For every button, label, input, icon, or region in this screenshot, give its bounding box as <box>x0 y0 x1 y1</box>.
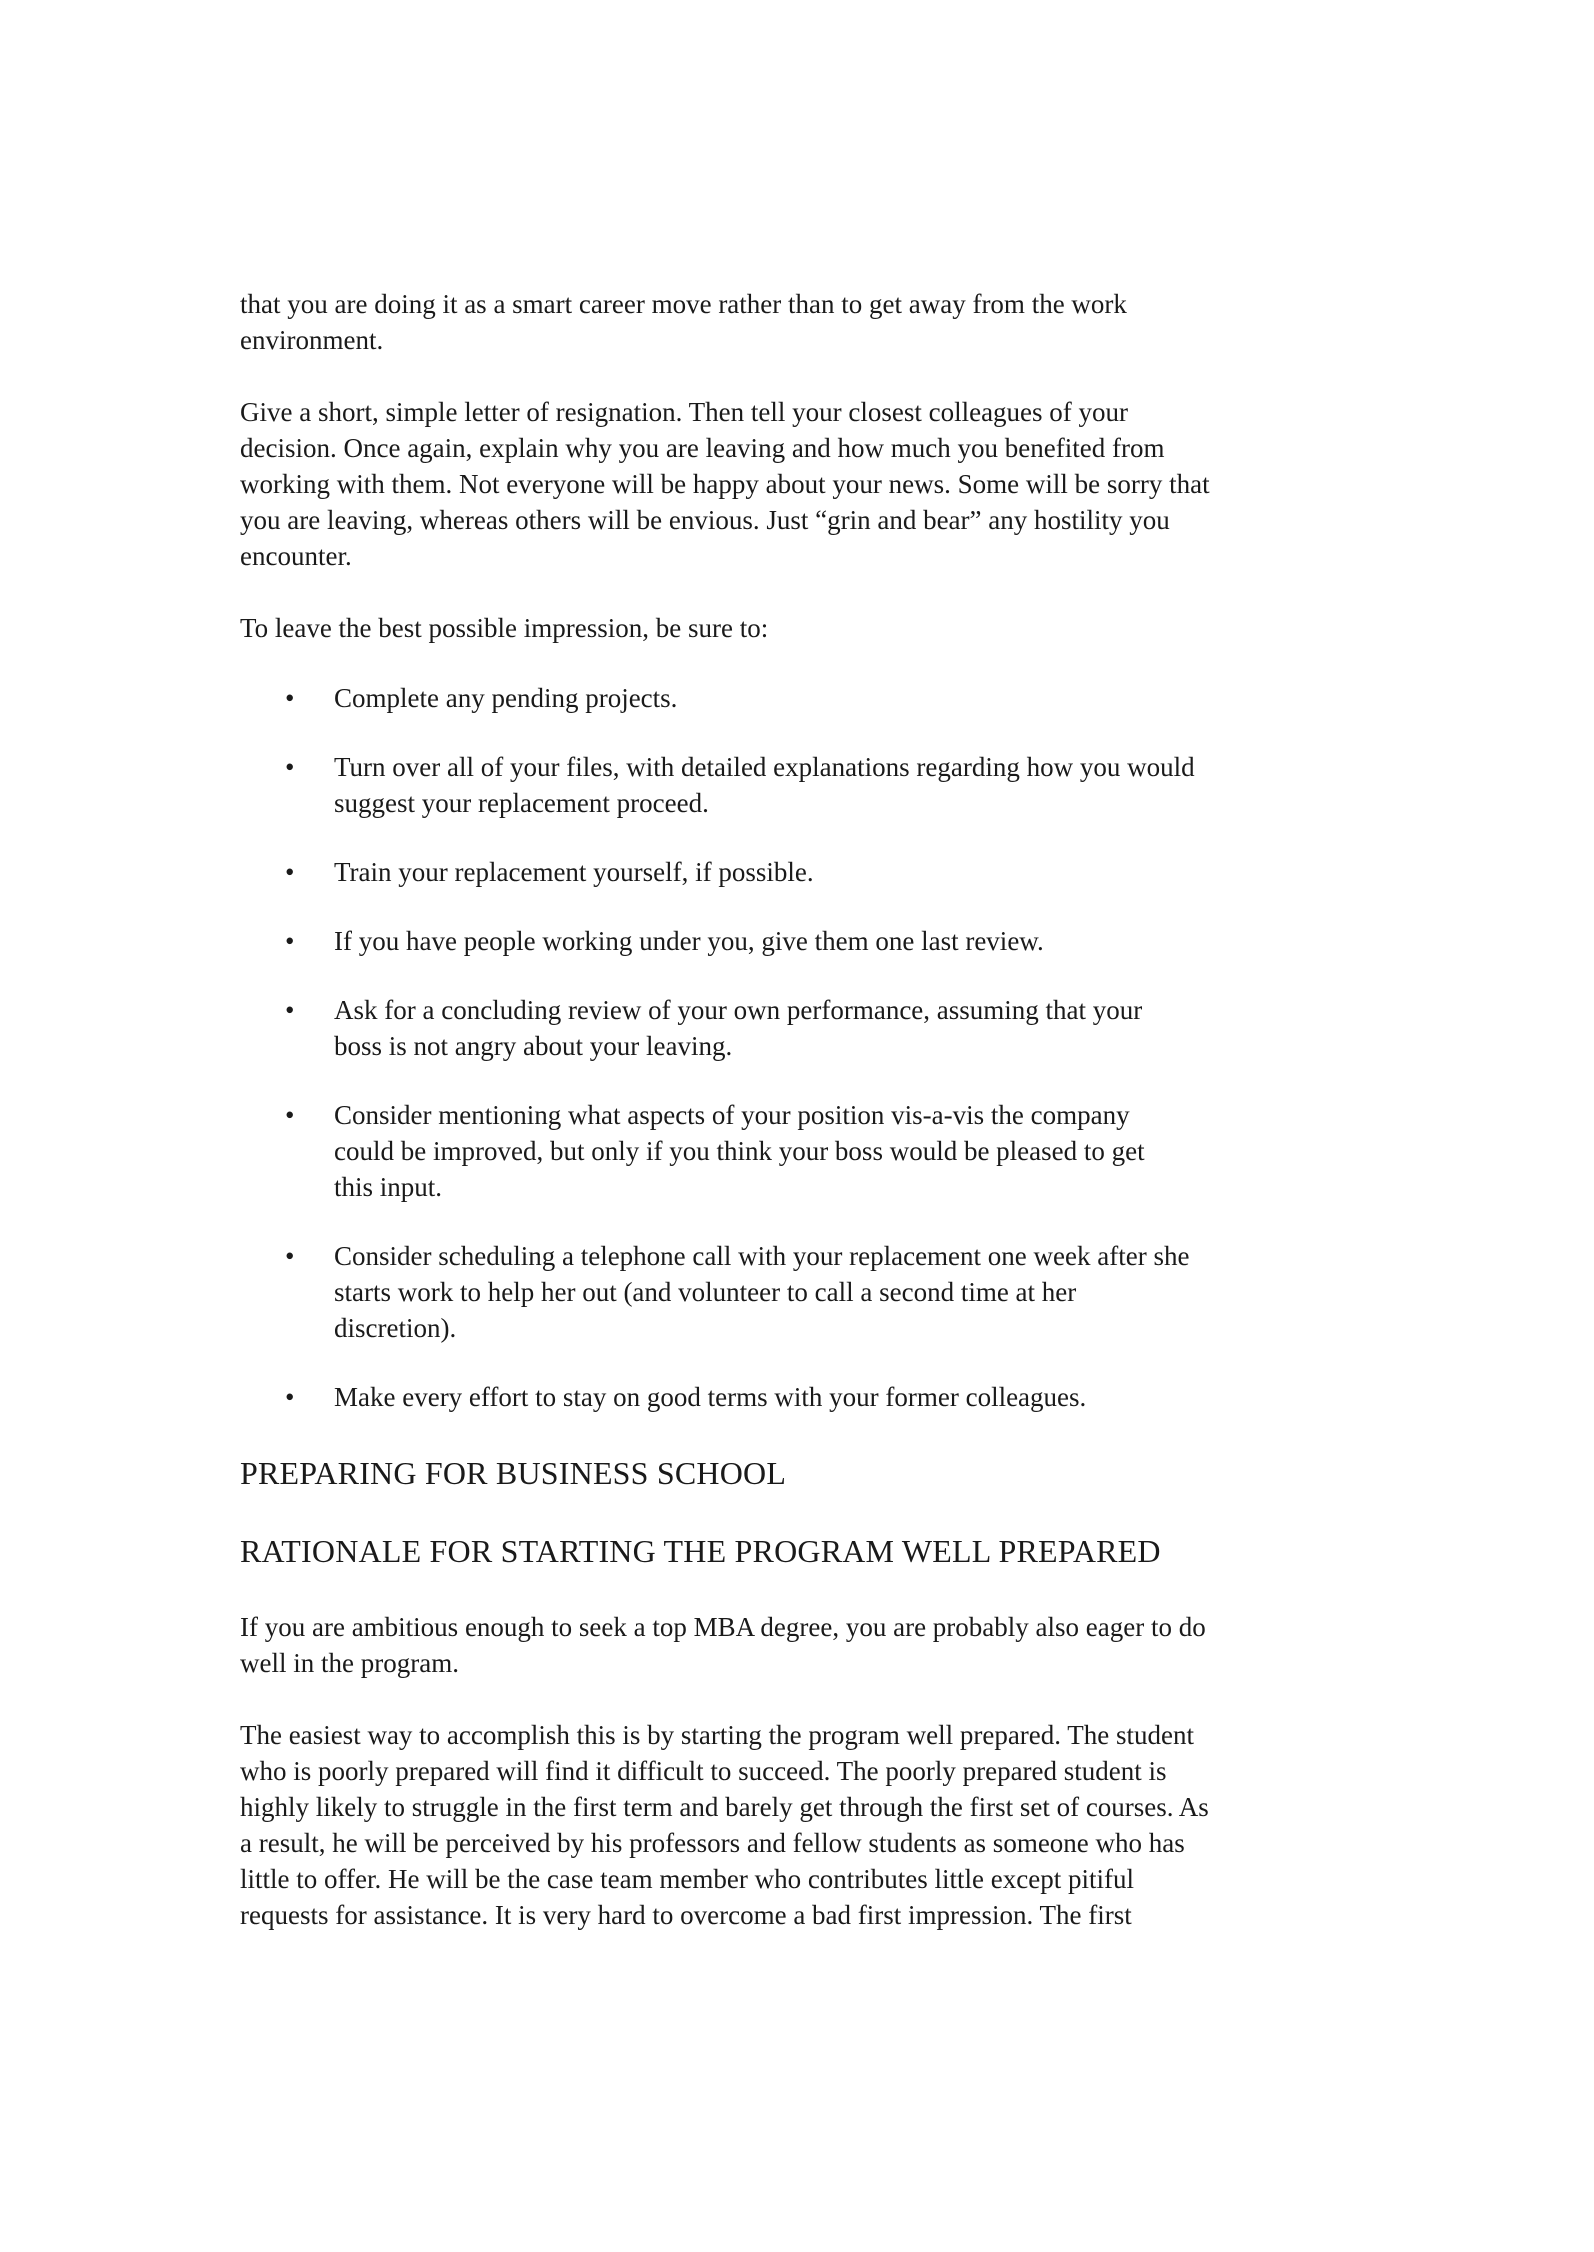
bullet-icon: • <box>285 683 295 713</box>
bullet-icon: • <box>285 1100 295 1130</box>
paragraph-best-impression-intro: To leave the best possible impression, be sure to: <box>240 613 769 643</box>
list-item-text: Turn over all of your files, with detailed explanations regarding how you would suggest your replacement proceed. <box>334 752 1195 818</box>
list-item-text: Consider mentioning what aspects of your position vis-a-vis the company could be improved, but only if you think your boss would be pleased to get this input. <box>334 1100 1145 1202</box>
list-item-text: Ask for a concluding review of your own performance, assuming that your boss is not angry about your leaving. <box>334 995 1143 1061</box>
bullet-icon: • <box>285 995 295 1025</box>
list-item-text: Consider scheduling a telephone call with your replacement one week after she starts work to help her out (and volunteer to call a second time at her discretion). <box>334 1241 1190 1343</box>
list-item-text: Train your replacement yourself, if possible. <box>334 857 814 887</box>
paragraph-career-move: that you are doing it as a smart career move rather than to get away from the work environment. <box>240 289 1127 355</box>
list-item <box>240 854 1370 890</box>
bullet-icon: • <box>285 926 295 956</box>
list-item <box>240 749 1370 821</box>
impression-checklist <box>240 680 1370 1415</box>
paragraph-well-prepared: The easiest way to accomplish this is by starting the program well prepared. The student who is poorly prepared will find it difficult to succeed. The poorly prepared student is highly likely to struggle in the first term and barely get through the first set of courses. As a result, he will be perceived by his professors and fellow students as someone who has little to offer. He will be the case team member who contributes little except pitiful requests for assistance. It is very hard to overcome a bad first impression. The first <box>240 1720 1209 1930</box>
paragraph-ambitious: If you are ambitious enough to seek a top MBA degree, you are probably also eager to do well in the program. <box>240 1612 1206 1678</box>
page-content <box>240 286 1370 1933</box>
bullet-icon: • <box>285 752 295 782</box>
list-item <box>240 1097 1370 1205</box>
list-item <box>240 992 1370 1064</box>
paragraph-resignation-letter: Give a short, simple letter of resignation. Then tell your closest colleagues of your decision. Once again, explain why you are leaving and how much you benefited from working with them. Not everyone will be happy about your news. Some will be sorry that you are leaving, whereas others will be envious. Just “grin and bear” any hostility you encounter. <box>240 397 1210 571</box>
list-item <box>240 1238 1370 1346</box>
list-item <box>240 923 1370 959</box>
section-heading-rationale: RATIONALE FOR STARTING THE PROGRAM WELL PREPARED <box>240 1533 1161 1569</box>
bullet-icon: • <box>285 857 295 887</box>
list-item-text: Make every effort to stay on good terms with your former colleagues. <box>334 1382 1087 1412</box>
list-item <box>240 1379 1370 1415</box>
list-item <box>240 680 1370 716</box>
list-item-text: Complete any pending projects. <box>334 683 678 713</box>
bullet-icon: • <box>285 1241 295 1271</box>
list-item-text: If you have people working under you, give them one last review. <box>334 926 1044 956</box>
bullet-icon: • <box>285 1382 295 1412</box>
section-heading-business-school: PREPARING FOR BUSINESS SCHOOL <box>240 1455 787 1491</box>
